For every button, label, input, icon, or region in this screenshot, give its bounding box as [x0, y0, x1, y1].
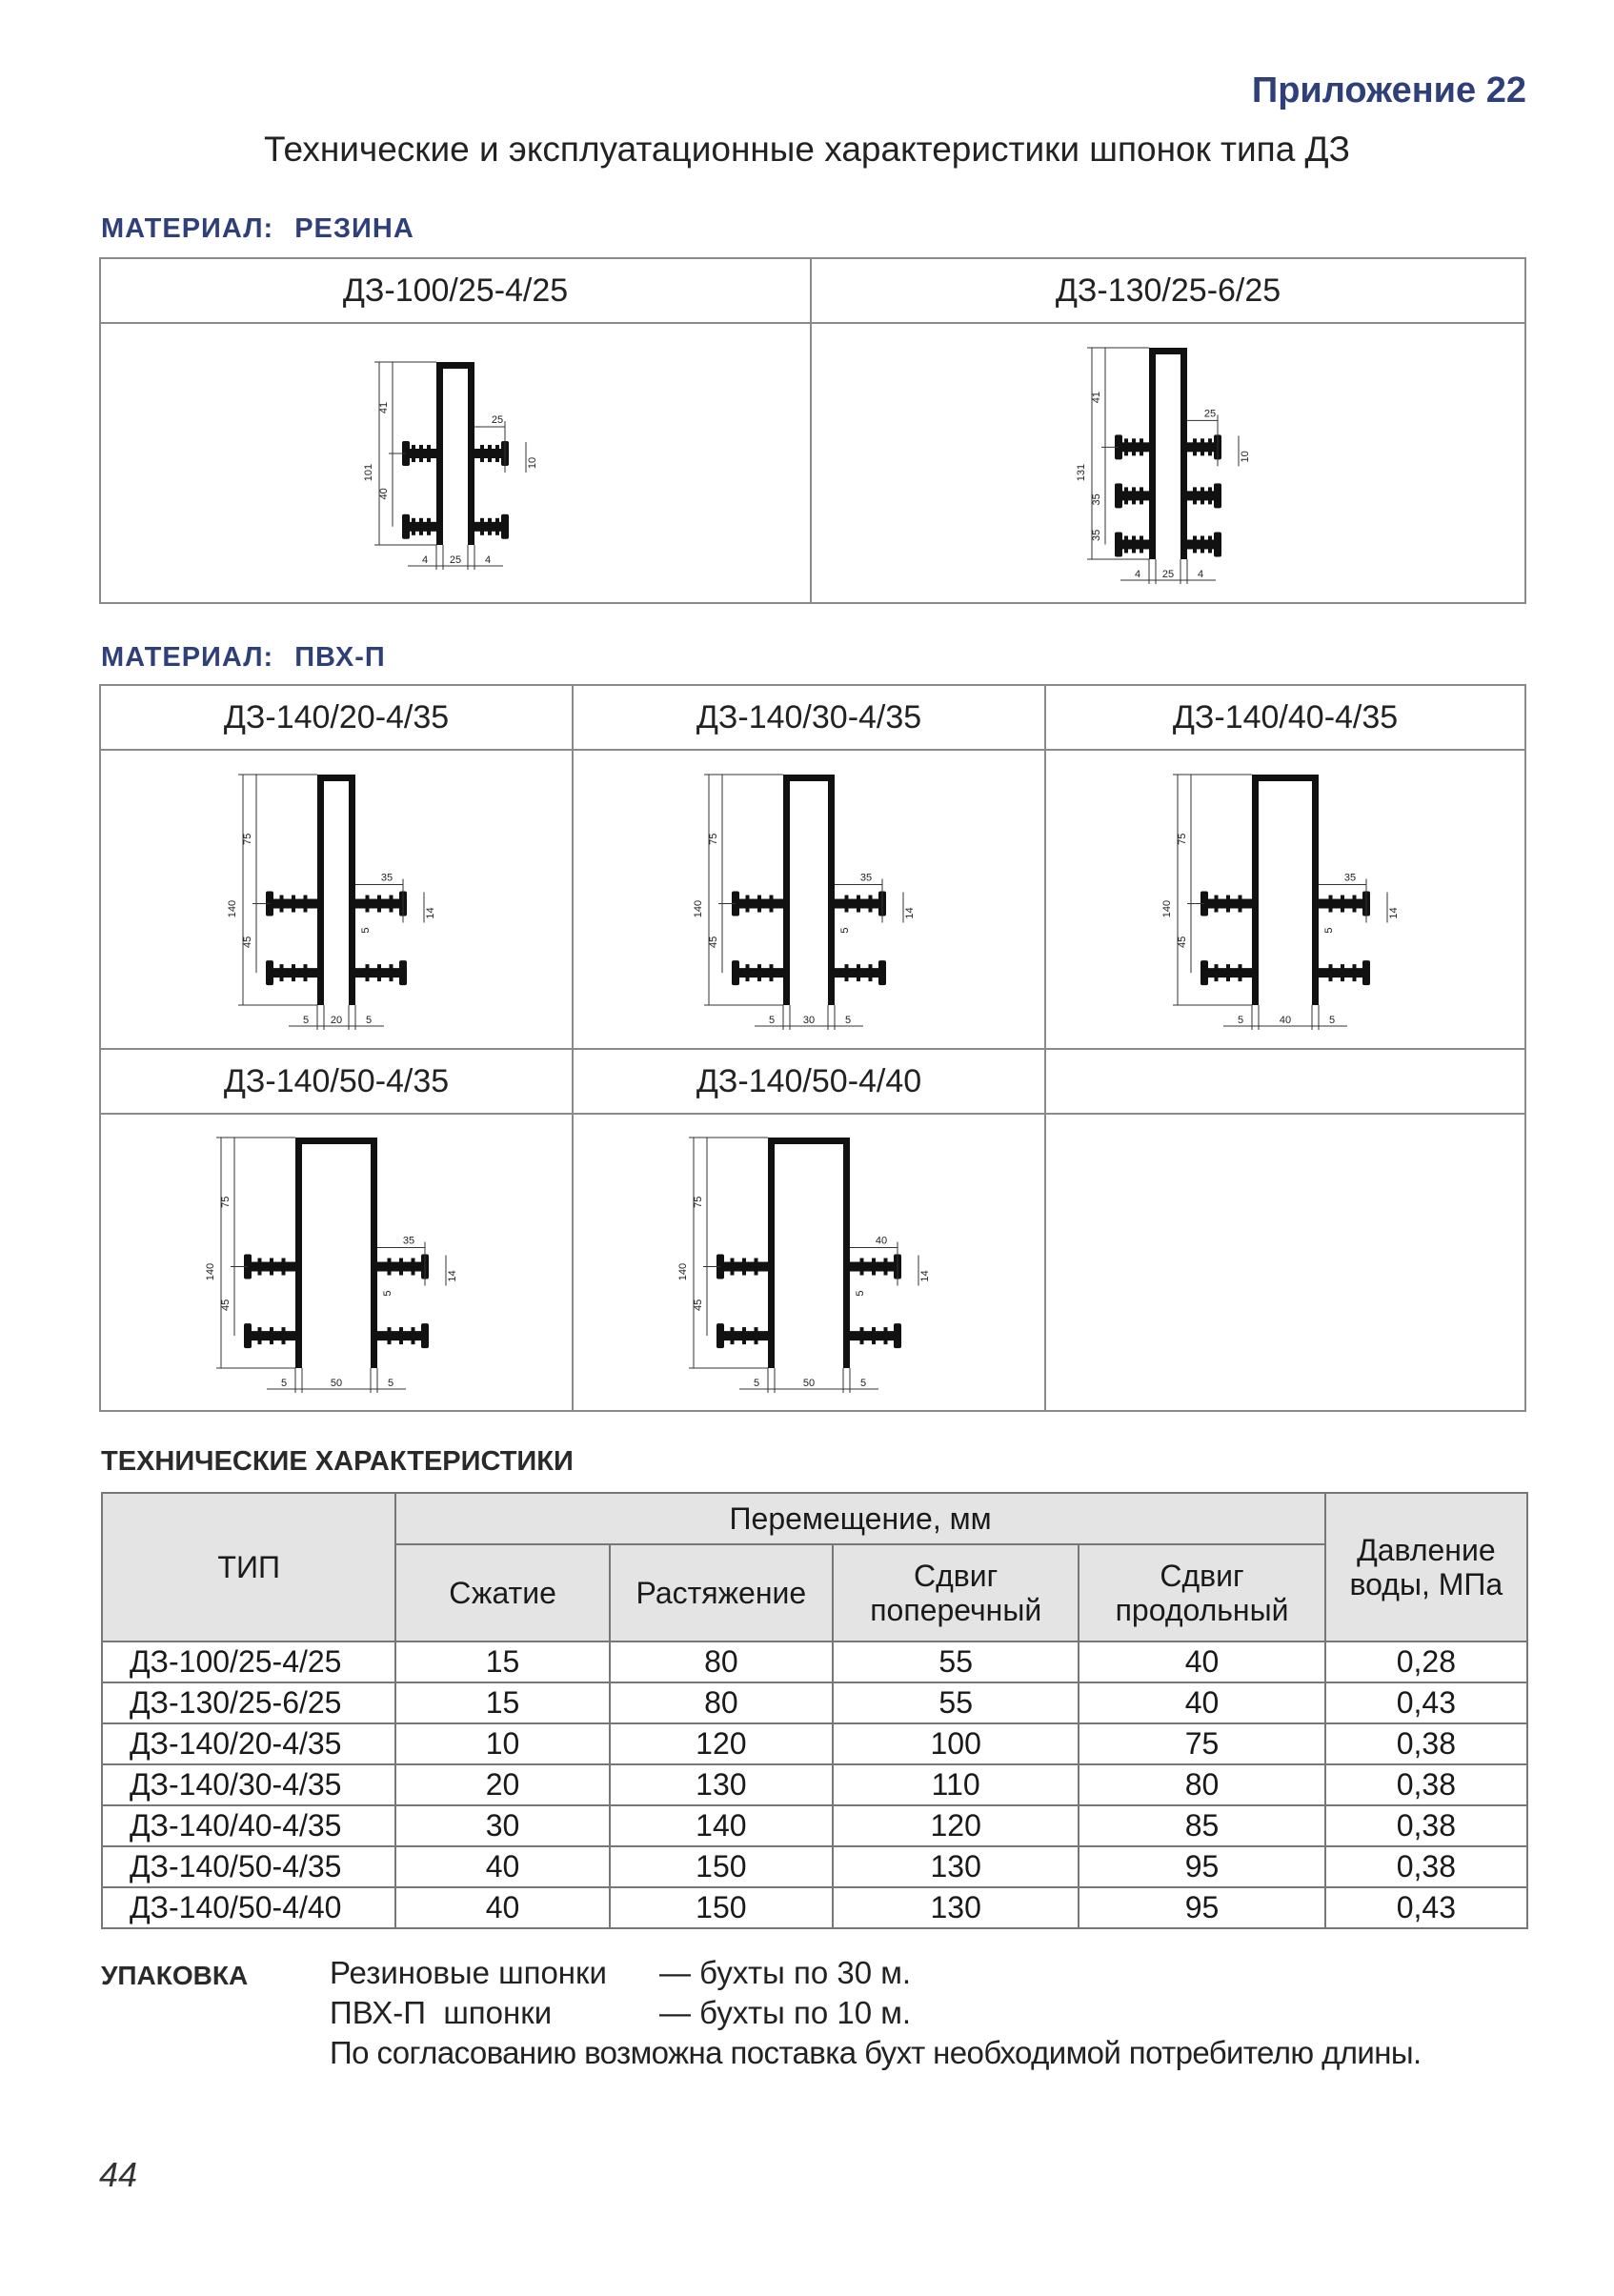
packaging-line-rubber	[330, 1955, 911, 1991]
profile-rib-bump	[304, 896, 308, 913]
cell-compression: 15	[395, 1682, 609, 1723]
profile-rib-bump	[1208, 535, 1212, 553]
profile-rib-bump	[488, 518, 492, 535]
dimension-label: 4	[484, 554, 492, 566]
dimension-label: 45	[693, 1299, 704, 1311]
profile-rib-bump	[399, 1327, 403, 1344]
profile-rib-bump	[412, 1327, 415, 1344]
dimension-label: 50	[802, 1378, 816, 1389]
shear-header-line: продольный	[1115, 1593, 1289, 1627]
cell-tension: 120	[610, 1723, 833, 1764]
dimension-label: 14	[919, 1270, 931, 1282]
cell-compression: 15	[395, 1641, 609, 1682]
profile-stem-left	[783, 775, 790, 1005]
profile-name: ДЗ-140/50-4/40	[573, 1049, 1045, 1114]
profile-rib-bump	[1140, 535, 1143, 553]
profile-rib-bump	[280, 964, 284, 981]
dimension-label: 5	[844, 1015, 852, 1026]
profile-drawing	[1025, 334, 1311, 592]
dimension-label: 14	[447, 1270, 458, 1282]
profile-rib-bump	[419, 518, 423, 535]
profile-rib-bump	[1200, 438, 1204, 455]
profile-drawing	[193, 761, 479, 1037]
profile-rib-end	[1115, 532, 1122, 556]
profile-rib-bump	[366, 896, 370, 913]
profile-rib-bump	[1341, 896, 1344, 913]
dimension-label: 40	[378, 488, 390, 500]
profile-rib-bump	[292, 896, 295, 913]
profile-rib-bump	[1193, 438, 1197, 455]
profile-rib-end	[1115, 483, 1122, 508]
dimension-label: 35	[380, 872, 393, 884]
dimension-label: 40	[1279, 1015, 1292, 1026]
profile-rib-bump	[412, 445, 415, 462]
profile-rib-bump	[1132, 438, 1136, 455]
cell-pressure: 0,43	[1325, 1682, 1527, 1723]
col-tension-header: Растяжение	[610, 1544, 833, 1641]
cell-type: ДЗ-140/20-4/35	[102, 1723, 395, 1764]
dimension-label: 35	[1091, 493, 1102, 506]
dimension-label: 25	[491, 414, 504, 426]
col-type-header: ТИП	[102, 1493, 395, 1641]
profile-rib-bump	[746, 896, 750, 913]
material-label: МАТЕРИАЛ:	[101, 213, 274, 244]
profile-rib-bump	[869, 964, 873, 981]
dimension-label: 5	[859, 1378, 867, 1389]
dimension-label: 5	[1328, 1015, 1336, 1026]
col-movement-header: Перемещение, мм	[395, 1493, 1324, 1544]
dimension-label: 25	[1161, 569, 1175, 580]
profile-rib-bump	[1353, 964, 1357, 981]
shear-header-line: Сдвиг	[1160, 1559, 1244, 1593]
profile-rib-bump	[1200, 487, 1204, 504]
profile-stem-left	[768, 1138, 775, 1368]
profile-top	[436, 362, 474, 369]
cell-tension: 150	[610, 1887, 833, 1928]
profile-stem-right	[349, 775, 355, 1005]
cell-type: ДЗ-100/25-4/25	[102, 1641, 395, 1682]
dimension-label: 5	[768, 1015, 776, 1026]
profile-rib-end	[716, 1323, 724, 1348]
profile-rib-bump	[757, 896, 761, 913]
dimension-label: 75	[1177, 833, 1188, 845]
profile-stem-right	[1180, 348, 1187, 559]
cell-tension: 150	[610, 1846, 833, 1887]
cell-compression: 40	[395, 1887, 609, 1928]
profile-rib-bump	[770, 896, 774, 913]
profile-name: ДЗ-130/25-6/25	[811, 258, 1525, 323]
table-row	[102, 1887, 1527, 1928]
dimension-label: 20	[330, 1015, 343, 1026]
profile-rib-bump	[1124, 535, 1128, 553]
cell-type: ДЗ-140/50-4/40	[102, 1887, 395, 1928]
profile-name: ДЗ-140/30-4/35	[573, 685, 1045, 750]
profile-top	[295, 1138, 377, 1144]
dimension-label: 45	[708, 936, 719, 948]
col-compression-header: Сжатие	[395, 1544, 609, 1641]
profile-rib-bump	[390, 896, 393, 913]
cell-shear-transverse: 110	[833, 1764, 1079, 1805]
rubber-profiles-table	[99, 257, 1526, 604]
profile-rib-bump	[1208, 487, 1212, 504]
tech-characteristics-table	[101, 1492, 1528, 1929]
dimension-label: 35	[402, 1235, 415, 1247]
table-row	[102, 1723, 1527, 1764]
profile-drawing	[313, 349, 598, 577]
table-row	[102, 1764, 1527, 1805]
profile-rib-end	[894, 1323, 901, 1348]
profile-rib-end	[1362, 960, 1370, 985]
dimension-label: 30	[802, 1015, 816, 1026]
table-row	[102, 1682, 1527, 1723]
profile-rib-bump	[857, 964, 860, 981]
profile-rib-bump	[731, 1327, 735, 1344]
profile-stem-left	[1149, 348, 1156, 559]
profile-rib-bump	[1239, 964, 1242, 981]
profile-rib-bump	[495, 518, 499, 535]
profile-rib-bump	[1140, 487, 1143, 504]
packaging-line-pvc	[330, 1995, 911, 2031]
dimension-label: 50	[330, 1378, 343, 1389]
col-shear-longitudinal-header	[1079, 1544, 1324, 1641]
profile-rib-bump	[857, 896, 860, 913]
page-number: 44	[99, 2155, 138, 2194]
profile-rib-bump	[427, 445, 431, 462]
cell-shear-longitudinal: 80	[1079, 1764, 1324, 1805]
material-value: ПВХ-П	[294, 642, 386, 673]
profile-rib-bump	[872, 1327, 876, 1344]
cell-shear-transverse: 120	[833, 1805, 1079, 1846]
profile-rib-bump	[869, 896, 873, 913]
profile-drawing	[193, 1124, 479, 1400]
dimension-label: 14	[425, 907, 436, 919]
cell-compression: 30	[395, 1805, 609, 1846]
dimension-label: 5	[280, 1378, 288, 1389]
profile-rib-end	[421, 1323, 429, 1348]
profile-stem-right	[828, 775, 835, 1005]
page-title: Технические и эксплуатационные характеристики шпонок типа ДЗ	[264, 130, 1350, 169]
profile-rib-bump	[390, 964, 393, 981]
profile-stem-right	[1312, 775, 1319, 1005]
profile-rib-bump	[304, 964, 308, 981]
profile-rib-bump	[742, 1259, 746, 1276]
dimension-label: 5	[855, 1290, 866, 1297]
profile-name: ДЗ-100/25-4/25	[100, 258, 811, 323]
profile-stem-right	[371, 1138, 377, 1368]
profile-rib-end	[501, 514, 509, 539]
dimension-label: 5	[387, 1378, 394, 1389]
profile-rib-bump	[270, 1327, 273, 1344]
packaging-value: — бухты по 10 м.	[659, 1995, 912, 2030]
profile-rib-bump	[845, 964, 849, 981]
profile-rib-bump	[1215, 896, 1219, 913]
pressure-header-line: Давление	[1357, 1533, 1496, 1567]
profile-name: ДЗ-140/20-4/35	[100, 685, 573, 750]
profile-stem-left	[317, 775, 324, 1005]
dimension-label: 40	[875, 1235, 888, 1247]
dimension-label: 75	[693, 1196, 704, 1208]
profile-rib-bump	[399, 1259, 403, 1276]
packaging-value: — бухты по 30 м.	[659, 1955, 912, 1990]
profile-rib-bump	[872, 1259, 876, 1276]
profile-stem-left	[436, 362, 443, 545]
profile-rib-bump	[292, 964, 295, 981]
dimension-label: 5	[302, 1015, 310, 1026]
profile-rib-bump	[495, 445, 499, 462]
dimension-label: 45	[242, 936, 253, 948]
dimension-label: 5	[1323, 927, 1335, 934]
profile-rib-end	[266, 960, 273, 985]
profile-rib-bump	[280, 896, 284, 913]
profile-rib-bump	[1239, 896, 1242, 913]
dimension-label: 35	[1343, 872, 1357, 884]
profile-rib-bump	[480, 518, 484, 535]
dimension-label: 5	[1237, 1015, 1244, 1026]
profile-rib-bump	[488, 445, 492, 462]
profile-rib-bump	[282, 1327, 286, 1344]
profile-rib-bump	[757, 964, 761, 981]
dimension-label: 5	[753, 1378, 760, 1389]
cell-type: ДЗ-140/30-4/35	[102, 1764, 395, 1805]
profile-rib-bump	[742, 1327, 746, 1344]
dimension-label: 5	[365, 1015, 373, 1026]
appendix-label: Приложение 22	[1251, 70, 1526, 111]
profile-rib-bump	[377, 896, 381, 913]
profile-top	[783, 775, 835, 781]
dimension-label: 41	[378, 401, 390, 414]
dimension-label: 75	[242, 833, 253, 845]
profile-rib-end	[732, 960, 739, 985]
profile-rib-bump	[1140, 438, 1143, 455]
table-row	[102, 1846, 1527, 1887]
shear-header-line: Сдвиг	[914, 1559, 999, 1593]
dimension-label: 4	[421, 554, 429, 566]
profile-name: ДЗ-140/50-4/35	[100, 1049, 573, 1114]
cell-pressure: 0,38	[1325, 1846, 1527, 1887]
profile-stem-right	[843, 1138, 850, 1368]
profile-rib-end	[244, 1323, 252, 1348]
dimension-label: 45	[1177, 936, 1188, 948]
dimension-label: 101	[363, 463, 374, 482]
profile-rib-bump	[419, 445, 423, 462]
profile-rib-bump	[860, 1259, 864, 1276]
profile-rib-bump	[770, 964, 774, 981]
profile-top	[317, 775, 355, 781]
dimension-label: 14	[904, 907, 916, 919]
col-shear-transverse-header	[833, 1544, 1079, 1641]
profile-rib-bump	[1124, 487, 1128, 504]
dimension-label: 4	[1134, 569, 1141, 580]
profile-rib-bump	[1226, 964, 1230, 981]
profile-rib-end	[1214, 483, 1221, 508]
dimension-label: 140	[677, 1262, 689, 1281]
table-row	[102, 1641, 1527, 1682]
cell-pressure: 0,38	[1325, 1764, 1527, 1805]
cell-shear-transverse: 130	[833, 1887, 1079, 1928]
profile-drawing	[666, 761, 952, 1037]
dimension-label: 25	[1203, 408, 1217, 420]
packaging-label: УПАКОВКА	[101, 1961, 249, 1990]
profile-rib-bump	[427, 518, 431, 535]
profile-stem-left	[295, 1138, 302, 1368]
profile-rib-bump	[1353, 896, 1357, 913]
profile-rib-bump	[884, 1259, 888, 1276]
dimension-label: 5	[382, 1290, 393, 1297]
dimension-label: 10	[1240, 451, 1251, 463]
profile-top	[1149, 348, 1187, 354]
profile-rib-bump	[258, 1327, 262, 1344]
profile-name: ДЗ-140/40-4/35	[1045, 685, 1525, 750]
profile-rib-bump	[1124, 438, 1128, 455]
profile-rib-bump	[412, 1259, 415, 1276]
profile-rib-end	[1200, 960, 1208, 985]
profile-rib-bump	[388, 1259, 392, 1276]
profile-drawing	[666, 1124, 952, 1400]
profile-rib-bump	[1208, 438, 1212, 455]
dimension-label: 140	[693, 899, 704, 918]
cell-shear-longitudinal: 40	[1079, 1682, 1324, 1723]
profile-top	[1252, 775, 1319, 781]
profile-rib-bump	[1132, 487, 1136, 504]
dimension-label: 75	[220, 1196, 232, 1208]
profile-rib-bump	[1329, 964, 1333, 981]
dimension-label: 5	[839, 927, 851, 934]
cell-type: ДЗ-140/50-4/35	[102, 1846, 395, 1887]
cell-shear-longitudinal: 75	[1079, 1723, 1324, 1764]
profile-rib-bump	[1341, 964, 1344, 981]
profile-stem-left	[1252, 775, 1259, 1005]
profile-rib-bump	[366, 964, 370, 981]
profile-rib-bump	[270, 1259, 273, 1276]
cell-shear-transverse: 55	[833, 1641, 1079, 1682]
empty-cell	[1045, 1049, 1525, 1114]
profile-rib-bump	[884, 1327, 888, 1344]
cell-compression: 20	[395, 1764, 609, 1805]
profile-rib-bump	[755, 1259, 758, 1276]
dimension-label: 75	[708, 833, 719, 845]
material-label: МАТЕРИАЛ:	[101, 642, 274, 673]
dimension-label: 140	[227, 899, 238, 918]
profile-rib-bump	[1132, 535, 1136, 553]
profile-rib-bump	[1193, 487, 1197, 504]
table-row	[102, 1805, 1527, 1846]
profile-rib-bump	[258, 1259, 262, 1276]
tech-section-title: ТЕХНИЧЕСКИЕ ХАРАКТЕРИСТИКИ	[101, 1446, 574, 1477]
cell-shear-longitudinal: 95	[1079, 1846, 1324, 1887]
profile-rib-bump	[480, 445, 484, 462]
cell-shear-longitudinal: 85	[1079, 1805, 1324, 1846]
dimension-label: 45	[220, 1299, 232, 1311]
profile-drawing	[1142, 761, 1428, 1037]
dimension-label: 14	[1388, 907, 1400, 919]
profile-rib-bump	[377, 964, 381, 981]
cell-type: ДЗ-140/40-4/35	[102, 1805, 395, 1846]
profile-rib-bump	[388, 1327, 392, 1344]
shear-header-line: поперечный	[870, 1593, 1042, 1627]
profile-rib-end	[399, 960, 407, 985]
cell-pressure: 0,38	[1325, 1723, 1527, 1764]
packaging-item: ПВХ-П шпонки	[330, 1995, 553, 2030]
cell-shear-longitudinal: 40	[1079, 1641, 1324, 1682]
cell-pressure: 0,43	[1325, 1887, 1527, 1928]
profile-top	[768, 1138, 850, 1144]
empty-cell	[1045, 1114, 1525, 1411]
dimension-label: 41	[1091, 392, 1102, 404]
profile-rib-bump	[1193, 535, 1197, 553]
cell-tension: 80	[610, 1641, 833, 1682]
material-rubber-heading	[101, 213, 435, 245]
profile-rib-bump	[755, 1327, 758, 1344]
cell-shear-transverse: 100	[833, 1723, 1079, 1764]
dimension-label: 131	[1076, 463, 1087, 482]
profile-rib-bump	[1200, 535, 1204, 553]
dimension-label: 140	[1161, 899, 1173, 918]
profile-rib-bump	[746, 964, 750, 981]
cell-compression: 10	[395, 1723, 609, 1764]
cell-compression: 40	[395, 1846, 609, 1887]
profile-stem-right	[468, 362, 474, 545]
pressure-header-line: воды, МПа	[1349, 1567, 1503, 1601]
cell-tension: 140	[610, 1805, 833, 1846]
cell-tension: 80	[610, 1682, 833, 1723]
profile-rib-end	[878, 960, 886, 985]
dimension-label: 5	[360, 927, 372, 934]
material-value: РЕЗИНА	[294, 213, 414, 244]
pvc-profiles-table	[99, 684, 1526, 1412]
profile-rib-bump	[412, 518, 415, 535]
profile-rib-bump	[845, 896, 849, 913]
cell-pressure: 0,38	[1325, 1805, 1527, 1846]
profile-rib-bump	[860, 1327, 864, 1344]
profile-rib-bump	[1329, 896, 1333, 913]
cell-pressure: 0,28	[1325, 1641, 1527, 1682]
packaging-item: Резиновые шпонки	[330, 1955, 607, 1990]
dimension-label: 25	[449, 554, 462, 566]
profile-rib-end	[402, 514, 410, 539]
profile-rib-bump	[282, 1259, 286, 1276]
profile-rib-bump	[731, 1259, 735, 1276]
dimension-label: 4	[1197, 569, 1204, 580]
dimension-label: 10	[527, 456, 538, 470]
dimension-label: 35	[859, 872, 873, 884]
profile-rib-end	[1214, 532, 1221, 556]
dimension-label: 140	[205, 1262, 216, 1281]
cell-shear-transverse: 55	[833, 1682, 1079, 1723]
packaging-note: По согласованию возможна поставка бухт необходимой потребителю длины.	[330, 2035, 1422, 2070]
profile-rib-bump	[1215, 964, 1219, 981]
dimension-label: 35	[1091, 529, 1102, 542]
col-pressure-header	[1325, 1493, 1527, 1641]
material-pvc-heading	[101, 642, 407, 674]
cell-type: ДЗ-130/25-6/25	[102, 1682, 395, 1723]
cell-tension: 130	[610, 1764, 833, 1805]
cell-shear-transverse: 130	[833, 1846, 1079, 1887]
profile-rib-bump	[1226, 896, 1230, 913]
cell-shear-longitudinal: 95	[1079, 1887, 1324, 1928]
